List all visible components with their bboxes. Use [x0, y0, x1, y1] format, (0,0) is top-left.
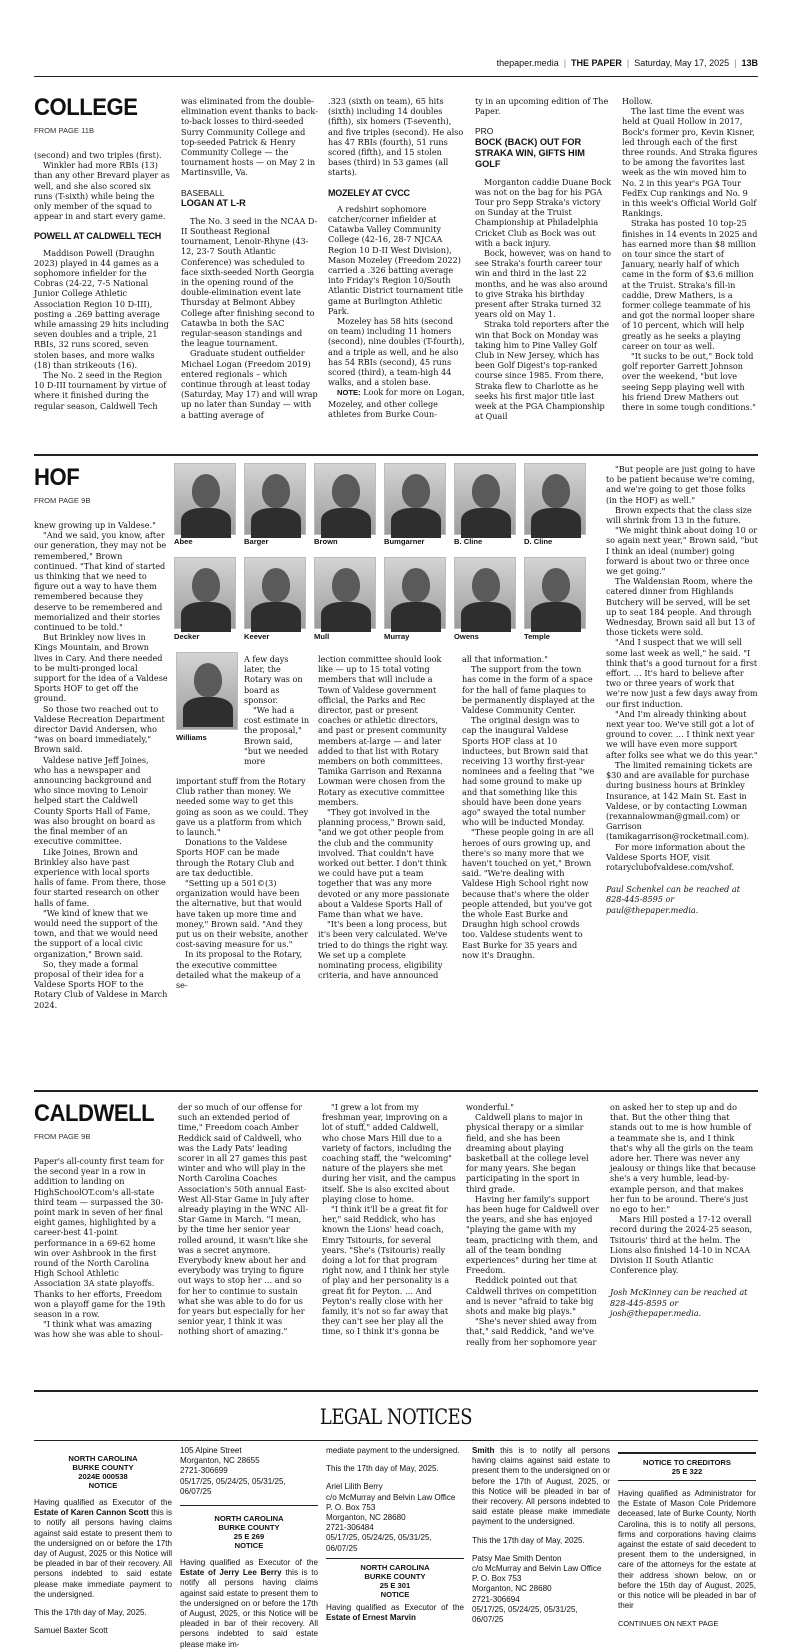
photo-barger: [244, 463, 306, 535]
caldwell-col-2: der so much of our offense for such an extended period of time," Freedom coach Amber Reddick said of Caldwell, who was the Lady Pats' leading scorer in all 27 games this past winter and who will play in the North Carolina Coaches Association's 50th annual East-West All-Star Game in July after already playing in the WNC All-Star Game in March. "I mean, by the time her senior year rolled around, it wasn't like she was a secret anymore. Everybody knew about her and everybody was trying to figure out ways to stop her … and so for her to continue to sustain what she was able to do for us for years but especially for her senior year, I think it was nothing short of amazing.": [178, 1102, 309, 1337]
caption-mull: Mull: [314, 632, 330, 641]
hof-title: HOF: [34, 464, 80, 491]
hof-col-1: knew growing up in Valdese." "And we said, you know, after our generation, they may not be remembered," Brown continued. "That kind of started us thinking that we need to figure out a way to have them remembered because they deserve to be remembered and memorialized and their stories continued to be told." But Brinkley now lives in Kings Mountain, and Brown lives in Cary. And there needed to be multi-pronged local support for the idea of a Valdese Sports HOF to get off the ground. So those two reached out to Valdese Recreation Department director David Andersen, who "was on board immediately," Brown said. Valdese native Jeff Joines, who has a newspaper and announcing background and who since moving to Lenoir helped start the Caldwell County Sports Hall of Fame, was also brought on board as the final member of an executive committee. Like Joines, Brown and Brinkley also have past experience with local sports halls of fame. From there, those four started research on other halls of fame. "We kind of knew that we would need the support of the town, and that we would need the support of a local civic organization," Brown said. So, they made a formal proposal of their idea for a Valdese Sports HOF to the Rotary Club of Valdese in March 2024.: [34, 520, 168, 1010]
site-url[interactable]: thepaper.media: [496, 58, 559, 68]
legal-col-1: NORTH CAROLINA BURKE COUNTY 2024E 000538 NOTICE Having qualified as Executor of the Estate of Karen Cannon Scott this is to notify all persons having claims against said estate to present them to the undersigned on or before the 17th day of August, 2025 or this Notice will be pleaded in bar of their recovery. All persons indebted to said estate please make immediate payment to the undersigned. This the 17th day of May, 2025. Samuel Baxter Scott: [34, 1454, 172, 1636]
caption-barger: Barger: [244, 537, 269, 546]
photo-decker: [174, 557, 236, 629]
legal-notices-title: LEGAL NOTICES: [319, 1405, 473, 1429]
hof-col-2a: A few days later, the Rotary was on board as sponsor. "We had a cost estimate in the proposal," Brown said, "but we needed more: [244, 654, 310, 767]
masthead: thepaper.media | THE PAPER | Saturday, May 17, 2025 | 13B: [496, 58, 758, 68]
college-col-3: .323 (sixth on team), 65 hits (sixth) including 14 doubles (fifth), six homers (T-seventh), and five triples (second). He also has 47 RBIs (fourth), 51 runs scored (fifth), and 15 stolen bases (third) in 53 games (all starts). MOZELEY AT CVCC A redshirt sophomore catcher/corner infielder at Catawba Valley Community College (42-16, 28-7 NJCAA Region 10 D-II West Division), Mason Mozeley (Freedom 2022) carried a .326 batting average into Friday's Region 10/South Atlantic District tournament title game at Burlington Athletic Park. Mozeley has 58 hits (second on team) including 11 homers (second), nine doubles (T-fourth), and a triple as well, and he also has 54 RBIs (second), 45 runs scored (third), a team-high 44 walks, and a stolen base. NOTE: Look for more on Logan, Mozeley, and other college athletes from Burke Coun-: [328, 96, 465, 419]
notice-to-creditors-header: NOTICE TO CREDITORS 25 E 322: [618, 1452, 756, 1481]
legal-col-2: 105 Alpine Street Morganton, NC 28655 2721-306699 05/17/25, 05/24/25, 05/31/25, 06/07/25 NORTH CAROLINA BURKE COUNTY 25 E 269 NOTICE Having qualified as Executor of the Estate of Jerry Lee Berry this is to notify all persons having claims against said estate to present them to the undersigned on or before the 17th of August, 2025, or this Notice will be pleaded in bar of their recovery. All persons indebted to said estate please make im-: [180, 1446, 319, 1649]
legal-col-4: Smith this is to notify all persons having claims against said estate to present them to the undersigned on or before the 17th of August, 2025, or this Notice will be pleaded in bar of their recovery. All persons indebted to said estate please make immediate payment to the undersigned. This the 17th day of May, 2025. Patsy Mae Smith Denton c/o McMurray and Belvin Law Office P. O. Box 753 Morganton, NC 28680 2721-306694 05/17/25, 05/24/25, 05/31/25, 06/07/25: [472, 1446, 610, 1625]
caption-brown: Brown: [314, 537, 338, 546]
photo-murray: [384, 557, 446, 629]
photo-brown: [314, 463, 376, 535]
caption-temple: Temple: [524, 632, 551, 641]
kicker-baseball: BASEBALL: [181, 187, 225, 198]
caption-decker: Decker: [174, 632, 200, 641]
caption-b-cline: B. Cline: [454, 537, 483, 546]
photo-d-cline: [524, 463, 586, 535]
college-sub-mozeley: MOZELEY AT CVCC: [328, 187, 410, 198]
caldwell-col-5: on asked her to step up and do that. But the other thing that stands out to me is how humble of a teammate she is, and I think that's why all the girls on the team adore her. There was never any jealousy or things like that because she's a very humble, lead-by-example person, and that makes her fun to be around. There's just no ego to her." Mars Hill posted a 17-12 overall record during the 2024-25 season, Tsitouris' third at the helm. The Lions also finished 14-10 in NCAA Division II South Atlantic Conference play. Josh McKinney can be reached at 828-445-8595 or josh@thepaper.media.: [610, 1102, 758, 1382]
photo-bumgarner: [384, 463, 446, 535]
hof-col-4: all that information." The support from the town has come in the form of a space for the hall of fame plaques to be permanently displayed at the Valdese Community Center. The original design was to cap the inaugural Valdese Sports HOF class at 10 inductees, but Brown said that receiving 13 worthy first-year nominees and a feeling that "we had some ground to make up and that something like this should have been done years ago" swayed the total number who will be inducted Monday. "These people going in are all heroes of ours growing up, and there's so many more that we haven't touched on yet," Brown said. "We're dealing with Valdese High School right now because that's where the older people attended, but you've got the whole East Burke and Draughn high school crowds too. Valdese students went to East Burke for 35 years and now it's Draughn.: [462, 654, 595, 960]
hof-from: FROM PAGE 9B: [34, 496, 91, 505]
caption-d-cline: D. Cline: [524, 537, 553, 546]
photo-temple: [524, 557, 586, 629]
section-rule-3: [34, 1390, 758, 1392]
legal-rule: [34, 1440, 758, 1441]
caption-murray: Murray: [384, 632, 410, 641]
legal-columns: [34, 1446, 758, 1649]
notice-header-269: NORTH CAROLINA BURKE COUNTY 25 E 269 NOTICE: [214, 1514, 284, 1551]
photo-mull: [314, 557, 376, 629]
caption-abee: Abee: [174, 537, 193, 546]
legal-col-3: mediate payment to the undersigned. This the 17th day of May, 2025. Ariel Lilith Berry c/o McMurray and Belvin Law Office P. O. Box 753 Morganton, NC 28680 2721-306484 05/17/25, 05/24/25, 05/31/25, 06/07/25 NORTH CAROLINA BURKE COUNTY 25 E 301 NOTICE Having qualified as Executor of the Estate of Ernest Marvin: [326, 1446, 464, 1623]
caldwell-col-1: Paper's all-county first team for the second year in a row in addition to landing on HighSchoolOT.com's all-state third team — surpassed the 30-point mark in seven of her final eight games, highlighted by a career-best 41-point performance in a 69-62 home win over Ashbrook in the first round of the North Carolina High School Athletic Association 3A state playoffs. Thanks to her efforts, Freedom won a playoff game for the 19th season in a row. "I think what was amazing was how she was able to shoul-: [34, 1156, 166, 1340]
continues-next-page: CONTINUES ON NEXT PAGE: [618, 1619, 719, 1629]
legal-col-5: NOTICE TO CREDITORS 25 E 322 Having qualified as Administrator for the Estate of Mason Cole Pridemore deceased, late of Burke County, North Carolina, this is to notify all persons, firms and corporations having claims against the estate of said decedent to present them to the undersigned, in care of the attorneys for the estate at their address shown below, on or before the 15th day of August, 2025, or this notice will be pleaded in bar of their CONTINUES ON NEXT PAGE: [618, 1446, 756, 1626]
caldwell-from: FROM PAGE 9B: [34, 1132, 91, 1141]
caption-owens: Owens: [454, 632, 479, 641]
caldwell-title: CALDWELL: [34, 1100, 155, 1127]
issue-date: Saturday, May 17, 2025: [634, 58, 730, 68]
caldwell-byline: Josh McKinney can be reached at 828-445-8595 or josh@thepaper.media.: [610, 1287, 748, 1318]
caldwell-col-3: "I grew a lot from my freshman year, improving on a lot of stuff," added Caldwell, who chose Mars Hill due to a variety of factors, including the coaching staff, the "welcoming" nature of the players she met during her visit, and the campus itself. She is also excited about playing close to home. "I think it'll be a great fit for her," said Reddick, who has known the Lions' head coach, Emry Tsitouris, for several years. "She's (Tsitouris) really doing a lot for that program right now, and I think her style of play and her personality is a great fit for Peyton. … And Peyton's really close with her family, it's not so far away that they can't see her play all the time, so I think it's gonna be: [322, 1102, 456, 1337]
college-col-4: ty in an upcoming edition of The Paper. PRO BOCK (BACK) OUT FOR STRAKA WIN, GIFTS HIM GOLF Morganton caddie Duane Bock was not on the bag for his PGA Tour pro Sepp Straka's victory on Sunday at the Truist Championship at Philadelphia Cricket Club as Bock was out with a back injury. Bock, however, was on hand to see Straka's fourth career tour win and third in the last 22 months, and he was also around to give Straka his birthday present after Straka turned 32 years old on May 1. Straka told reporters after the win that Bock on Monday was taking him to Pine Valley Golf Club in New Jersey, which has been Golf Digest's top-ranked course since 1985. From there, Straka flew to Charlotte as he seeks his first major title last week at the PGA Championship at Quail: [475, 96, 612, 422]
page-number: 13B: [741, 58, 758, 68]
photo-keever: [244, 557, 306, 629]
college-col-5: Hollow. The last time the event was held at Quail Hollow in 2017, Bock's former pro, Kevin Kisner, led through each of the first three rounds. And Straka figures to be among the favorites last week as the win moved him to No. 2 in this year's PGA Tour FedEx Cup rankings and No. 9 in this week's Official World Golf Rankings. Straka has posted 10 top-25 finishes in 14 events in 2025 and has earned more than $8 million on tour since the start of January, nearly half of which came in the form of $3.6 million at the Truist. Straka's fill-in caddie, Drew Mathers, is a former college teammate of his and got the normal looper share of 10 percent, which will help greatly as he seeks a playing career on tour as well. "It sucks to be out," Bock told golf reporter Garrett Johnson over the weekend, "but love seeing Sepp playing well with his friend Drew Mathers out there in some tough conditions.": [622, 96, 758, 413]
hof-byline: Paul Schenkel can be reached at 828-445-8595 or paul@thepaper.media.: [606, 884, 740, 915]
hof-col-2b: important stuff from the Rotary Club rather than money. We needed some way to get this going as soon as we could. They gave us a platform from which to launch." Donations to the Valdese Sports HOF can be made through the Rotary Club and are tax deductible. "Setting up a 501©(3) organization would have been the alternative, but that would have taken up more time and money," Brown said. "And they put us on their website, another cost-saving measure for us." In its proposal to the Rotary, the executive committee detailed what the makeup of a se-: [176, 776, 309, 991]
college-sub-logan: LOGAN AT L-R: [181, 197, 246, 208]
college-from: FROM PAGE 11B: [34, 126, 95, 135]
photo-owens: [454, 557, 516, 629]
caldwell-col-4: wonderful." Caldwell plans to major in physical therapy or a similar field, and she has been dreaming about playing basketball at the college level for many years. She began participating in the sport in third grade. Having her family's support has been huge for Caldwell over the years, and she has enjoyed "playing the game with my team, practicing with them, and all of the team bonding experiences" during her time at Freedom. Reddick pointed out that Caldwell thrives on competition and is never "afraid to take big shots and make big plays." "She's never shied away from that," said Reddick, "and we've really from her sophomore year: [466, 1102, 599, 1347]
section-rule-1: [34, 454, 758, 456]
notice-header-301: NORTH CAROLINA BURKE COUNTY 25 E 301 NOTICE: [360, 1562, 430, 1599]
paper-brand: THE PAPER: [571, 58, 622, 68]
college-sub-powell: POWELL AT CALDWELL TECH: [34, 231, 162, 242]
caption-bumgarner: Bumgarner: [384, 537, 425, 546]
section-rule-2: [34, 1090, 758, 1092]
photo-abee: [174, 463, 236, 535]
college-col-2: was eliminated from the double-elimination event thanks to back-to-back losses to third-seeded Surry Community College and top-seeded Patrick & Henry Community College — the tournament hosts — on May 2 in Martinsville, Va. BASEBALL LOGAN AT L-R The No. 3 seed in the NCAA D-II Southeast Regional tournament, Lenoir-Rhyne (43-12, 23-7 South Atlantic Conference) was scheduled to face sixth-seeded North Georgia in the opening round of the double-elimination event late Thursday at Belmont Abbey College after finishing second to Catawba in both the SAC regular-season standings and the league tournament. Graduate student outfielder Michael Logan (Freedom 2019) entered regionals – which continue through at least today (Saturday, May 17) and will wrap up no later than Sunday — with a batting average of: [181, 96, 318, 420]
hof-col-3: lection committee should look like — up to 15 total voting members that will include a Town of Valdese government official, the Parks and Rec director, past or present coaches or athletic directors, and past or present community members at-large — and later added to that list with Rotary members on both committees. Tamika Garrison and Rexanna Lowman were chosen from the Rotary as executive committee members. "They got involved in the planning process," Brown said, "and we got other people from the club and the community involved. That couldn't have worked out better. I don't think we could have put a team together that was any more devoted or any more passionate about a Valdese Sports Hall of Fame than what we have. "It's been a long process, but it's been very calculated. We've tried to do things the right way. We set up a complete nominating process, eligibility criteria, and have announced: [318, 654, 450, 981]
hof-col-5: "But people are just going to have to be patient because we're coming, and we're going to get those folks (in the HOF) as well." Brown expects that the class size will shrink from 13 in the future. "We might think about doing 10 or so again next year," Brown said, "but I think an ideal (number) going forward is about two or three once we get going." The Waldensian Room, where the catered dinner from Highlands Butchery will be served, will be set up to seat 184 people. And through Wednesday, Brown said all but 13 of those tickets were sold. "And I suspect that we will sell some last week as well," he said. "I think that's a good turnout for a first effort. … It's hard to believe after two or three years of work that we're now just a few days away from our first induction. "And I'm already thinking about next year too. We've still got a lot of ground to cover. … I think next year we will have even more support after folks see what we do this year." The limited remaining tickets are $30 and are available for purchase during business hours at Brinkley Insurance, at 142 Main St. East in Valdese, or by contacting Lowman (rexannalowman@gmail.com) or Garrison (tamikagarrison@rocketmail.com). For more information about the Valdese Sports HOF, visit rotaryclubofvaldese.com/vshof. Paul Schenkel can be reached at 828-445-8595 or paul@thepaper.media.: [606, 464, 758, 915]
caption-williams: Williams: [176, 733, 207, 742]
notice-header-000538: NORTH CAROLINA BURKE COUNTY 2024E 000538 NOTICE: [68, 1454, 138, 1490]
photo-b-cline: [454, 463, 516, 535]
college-title: COLLEGE: [34, 94, 138, 121]
college-col-1: (second) and two triples (first). Winkler had more RBIs (13) than any other Brevard player as well, and she also scored six runs (T-sixth) while being the only member of the squad to appear in and start every game. POWELL AT CALDWELL TECH Maddison Powell (Draughn 2023) played in 44 games as a sophomore infielder for the Cobras (24-22, 7-5 National Junior College Athletic Association Region 10 D-III), posting a .269 batting average while amassing 29 hits including seven doubles and a triple, 21 RBIs, 32 runs scored, seven stolen bases, and more walks (18) than strikeouts (16). The No. 2 seed in the Region 10 D-III tournament by virtue of where it finished during the regular season, Caldwell Tech: [34, 150, 170, 411]
caption-keever: Keever: [244, 632, 270, 641]
note-label: NOTE:: [337, 388, 361, 398]
kicker-pro: PRO: [475, 126, 494, 137]
masthead-rule: [34, 76, 758, 77]
college-sub-bock: BOCK (BACK) OUT FOR STRAKA WIN, GIFTS HIM GOLF: [475, 136, 585, 169]
photo-williams: [176, 652, 238, 730]
